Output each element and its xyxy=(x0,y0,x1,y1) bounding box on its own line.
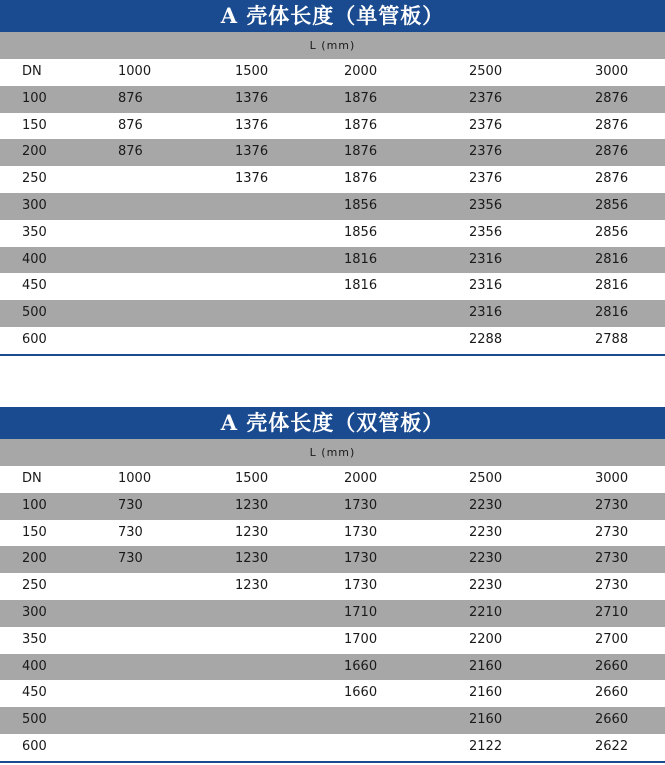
value-cell: 2210 xyxy=(469,604,503,620)
double-tubesheet-table xyxy=(0,407,665,763)
value-cell: 2660 xyxy=(595,658,629,674)
value-cell: 2160 xyxy=(469,658,503,674)
table-title: A 壳体长度（单管板） xyxy=(0,0,665,32)
dn-cell: 450 xyxy=(22,685,47,701)
value-cell: 1816 xyxy=(344,251,378,267)
header-cell: 1000 xyxy=(118,471,152,486)
dn-cell: 150 xyxy=(22,524,47,540)
value-cell: 1230 xyxy=(235,578,269,594)
value-cell: 2230 xyxy=(469,551,503,567)
dn-cell: 450 xyxy=(22,278,47,294)
dn-cell: 500 xyxy=(22,305,47,321)
dn-cell: 250 xyxy=(22,578,47,594)
unit-label: L (mm) xyxy=(0,439,665,466)
value-cell: 2876 xyxy=(595,117,629,133)
value-cell: 2876 xyxy=(595,90,629,106)
value-cell: 1376 xyxy=(235,90,269,106)
bottom-rule xyxy=(0,761,665,763)
header-row xyxy=(0,466,665,493)
header-cell: DN xyxy=(22,471,42,486)
value-cell: 2730 xyxy=(595,524,629,540)
value-cell: 2230 xyxy=(469,578,503,594)
dn-cell: 300 xyxy=(22,197,47,213)
value-cell: 2160 xyxy=(469,712,503,728)
value-cell: 2356 xyxy=(469,224,503,240)
dn-cell: 350 xyxy=(22,224,47,240)
dn-cell: 600 xyxy=(22,331,47,347)
value-cell: 876 xyxy=(118,117,143,133)
value-cell: 876 xyxy=(118,90,143,106)
value-cell: 2376 xyxy=(469,90,503,106)
value-cell: 1376 xyxy=(235,171,269,187)
value-cell: 1660 xyxy=(344,685,378,701)
value-cell: 1876 xyxy=(344,90,378,106)
value-cell: 1230 xyxy=(235,551,269,567)
header-cell: 2500 xyxy=(469,471,503,486)
value-cell: 2700 xyxy=(595,631,629,647)
dn-cell: 350 xyxy=(22,631,47,647)
bottom-rule xyxy=(0,354,665,356)
table-row xyxy=(0,654,665,681)
value-cell: 2816 xyxy=(595,305,629,321)
table-row xyxy=(0,86,665,113)
value-cell: 2288 xyxy=(469,331,503,347)
value-cell: 2622 xyxy=(595,738,629,754)
table-row xyxy=(0,734,665,761)
dn-cell: 600 xyxy=(22,738,47,754)
table-row xyxy=(0,327,665,354)
table-row xyxy=(0,273,665,300)
dn-cell: 500 xyxy=(22,712,47,728)
table-row xyxy=(0,493,665,520)
dn-cell: 300 xyxy=(22,604,47,620)
table-body xyxy=(0,493,665,761)
header-cell: 2000 xyxy=(344,64,378,79)
value-cell: 2856 xyxy=(595,197,629,213)
table-body xyxy=(0,86,665,354)
dn-cell: 250 xyxy=(22,171,47,187)
value-cell: 2856 xyxy=(595,224,629,240)
value-cell: 2660 xyxy=(595,685,629,701)
table-row xyxy=(0,139,665,166)
table-row xyxy=(0,680,665,707)
table-row xyxy=(0,546,665,573)
value-cell: 2376 xyxy=(469,171,503,187)
table-row xyxy=(0,300,665,327)
value-cell: 2230 xyxy=(469,497,503,513)
value-cell: 1730 xyxy=(344,578,378,594)
value-cell: 1730 xyxy=(344,551,378,567)
value-cell: 2200 xyxy=(469,631,503,647)
dn-cell: 400 xyxy=(22,251,47,267)
dn-cell: 100 xyxy=(22,90,47,106)
dn-cell: 200 xyxy=(22,551,47,567)
value-cell: 1856 xyxy=(344,197,378,213)
value-cell: 1856 xyxy=(344,224,378,240)
value-cell: 1660 xyxy=(344,658,378,674)
table-row xyxy=(0,166,665,193)
value-cell: 2122 xyxy=(469,738,503,754)
table-row xyxy=(0,520,665,547)
value-cell: 2376 xyxy=(469,144,503,160)
value-cell: 730 xyxy=(118,524,143,540)
value-cell: 2710 xyxy=(595,604,629,620)
header-cell: 1500 xyxy=(235,64,269,79)
dn-cell: 400 xyxy=(22,658,47,674)
table-row xyxy=(0,247,665,274)
value-cell: 2816 xyxy=(595,251,629,267)
dn-cell: 200 xyxy=(22,144,47,160)
table-row xyxy=(0,600,665,627)
table-row xyxy=(0,573,665,600)
value-cell: 1730 xyxy=(344,497,378,513)
value-cell: 2788 xyxy=(595,331,629,347)
value-cell: 1816 xyxy=(344,278,378,294)
header-cell: DN xyxy=(22,64,42,79)
value-cell: 1230 xyxy=(235,497,269,513)
value-cell: 2356 xyxy=(469,197,503,213)
value-cell: 1730 xyxy=(344,524,378,540)
value-cell: 2876 xyxy=(595,144,629,160)
table-title: A 壳体长度（双管板） xyxy=(0,407,665,439)
header-cell: 2500 xyxy=(469,64,503,79)
header-cell: 1500 xyxy=(235,471,269,486)
table-row xyxy=(0,707,665,734)
value-cell: 2730 xyxy=(595,551,629,567)
value-cell: 2876 xyxy=(595,171,629,187)
value-cell: 2730 xyxy=(595,497,629,513)
value-cell: 1230 xyxy=(235,524,269,540)
header-cell: 3000 xyxy=(595,471,629,486)
value-cell: 2316 xyxy=(469,251,503,267)
value-cell: 730 xyxy=(118,497,143,513)
value-cell: 1876 xyxy=(344,144,378,160)
header-cell: 1000 xyxy=(118,64,152,79)
unit-label: L (mm) xyxy=(0,32,665,59)
value-cell: 2160 xyxy=(469,685,503,701)
value-cell: 2316 xyxy=(469,278,503,294)
value-cell: 1876 xyxy=(344,117,378,133)
value-cell: 2816 xyxy=(595,278,629,294)
table-row xyxy=(0,193,665,220)
value-cell: 2376 xyxy=(469,117,503,133)
value-cell: 876 xyxy=(118,144,143,160)
value-cell: 2230 xyxy=(469,524,503,540)
value-cell: 2316 xyxy=(469,305,503,321)
value-cell: 1710 xyxy=(344,604,378,620)
table-row xyxy=(0,220,665,247)
value-cell: 2730 xyxy=(595,578,629,594)
value-cell: 730 xyxy=(118,551,143,567)
table-row xyxy=(0,113,665,140)
table-row xyxy=(0,627,665,654)
value-cell: 1376 xyxy=(235,144,269,160)
header-cell: 2000 xyxy=(344,471,378,486)
dn-cell: 100 xyxy=(22,497,47,513)
header-cell: 3000 xyxy=(595,64,629,79)
single-tubesheet-table xyxy=(0,0,665,356)
dn-cell: 150 xyxy=(22,117,47,133)
value-cell: 2660 xyxy=(595,712,629,728)
value-cell: 1876 xyxy=(344,171,378,187)
value-cell: 1376 xyxy=(235,117,269,133)
value-cell: 1700 xyxy=(344,631,378,647)
header-row xyxy=(0,59,665,86)
